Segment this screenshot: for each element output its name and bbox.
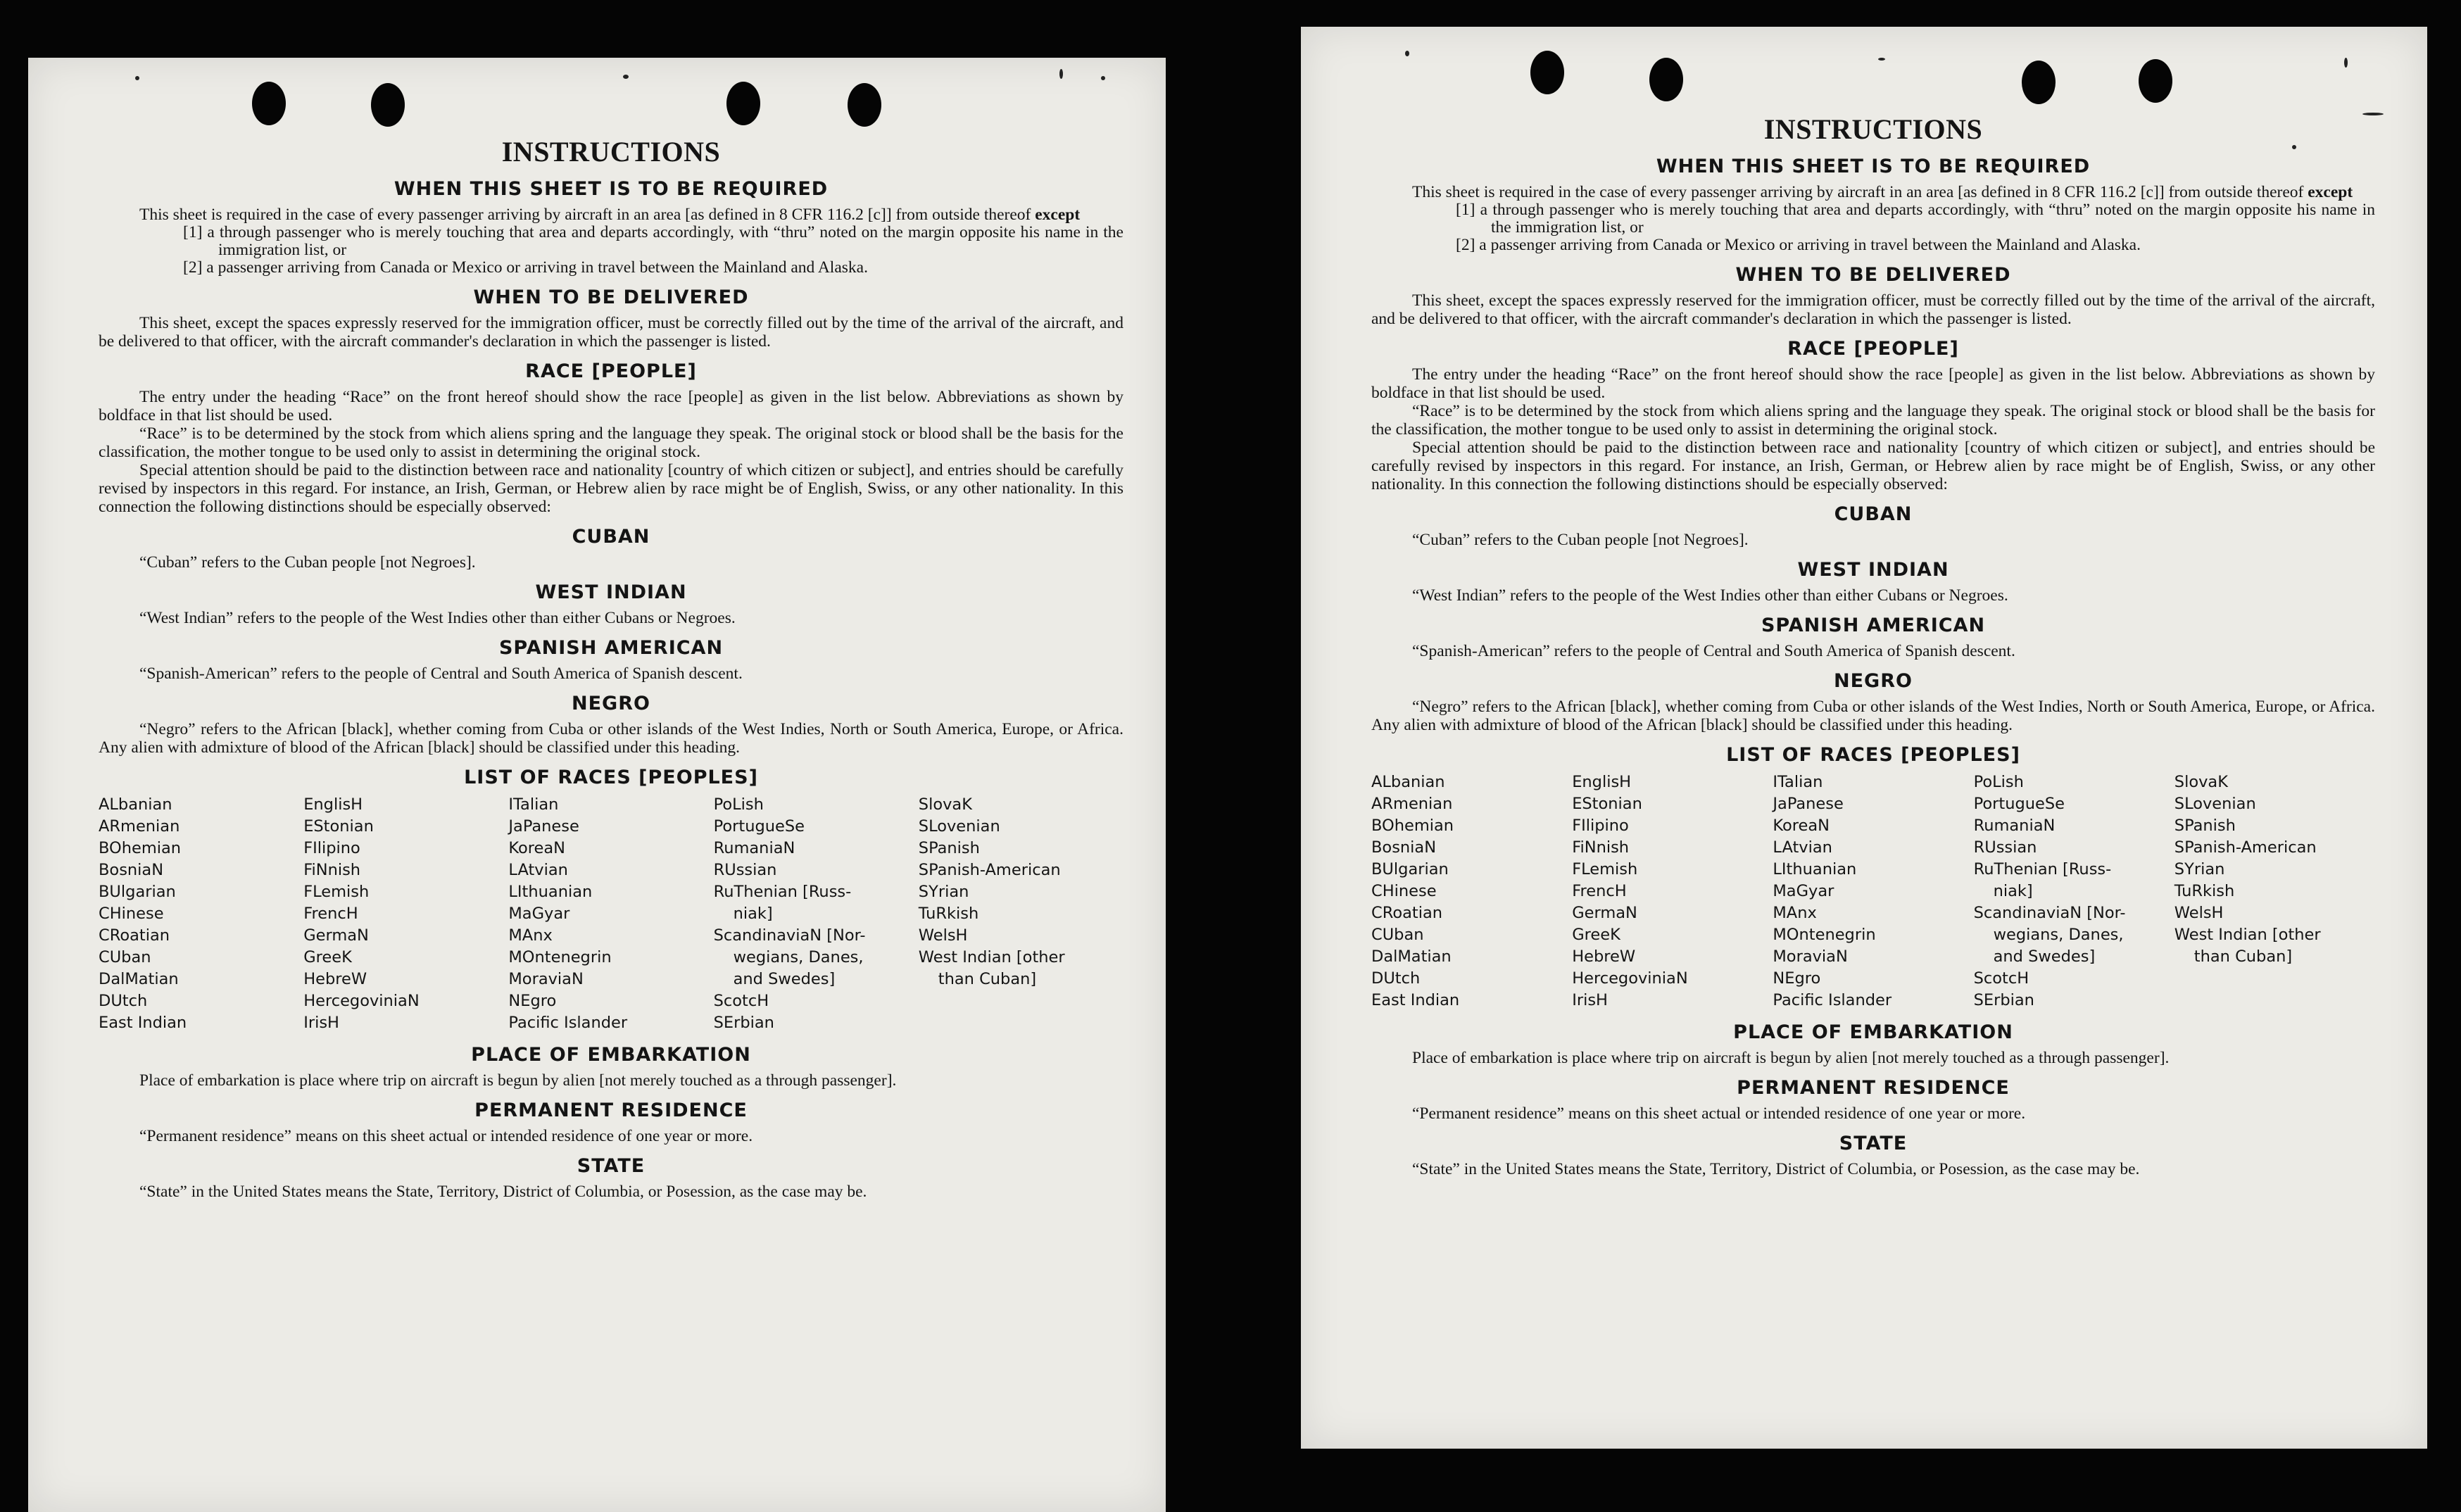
race-item: EStonian: [1572, 795, 1642, 813]
race-item: MOntenegrin: [1773, 926, 1876, 944]
race-item: CHinese: [1371, 882, 1437, 900]
race-list: [1371, 771, 2375, 1012]
race-item: Pacific Islander: [1773, 991, 1892, 1009]
race-item: KoreaN: [1773, 817, 1830, 835]
section-heading: PERMANENT RESIDENCE: [1737, 1077, 2010, 1099]
race-item: RuThenian [Russ-: [713, 883, 852, 901]
race-item: niak]: [1993, 882, 2033, 900]
document-page-right: [1301, 27, 2427, 1449]
race-item: RumaniaN: [713, 839, 795, 857]
race-item: MAnx: [508, 926, 553, 945]
race-item: IrisH: [303, 1014, 339, 1032]
section-heading: LIST OF RACES [PEOPLES]: [464, 767, 758, 788]
race-item: West Indian [other: [2174, 926, 2321, 944]
race-item: FIlipino: [1572, 817, 1629, 835]
race-item: BosniaN: [99, 861, 164, 879]
paragraph: “State” in the United States means the State, Territory, District of Columbia, or Posession, as the case may be.: [139, 1183, 867, 1201]
race-item: TuRkish: [2174, 882, 2235, 900]
race-column: [1773, 771, 1973, 1012]
punch-hole: [1530, 51, 1564, 94]
speck: [1059, 69, 1063, 79]
race-item: GermaN: [1572, 904, 1637, 922]
race-item: DalMatian: [1371, 947, 1452, 966]
race-item: CUban: [99, 948, 151, 966]
race-column: [919, 794, 1124, 1034]
race-item: and Swedes]: [733, 970, 836, 988]
punch-hole: [1649, 58, 1683, 101]
race-column: [714, 794, 919, 1034]
race-item: MoraviaN: [1773, 947, 1848, 966]
race-item: SPanish-American: [918, 861, 1061, 879]
race-item: FiNnish: [303, 861, 361, 879]
section-heading: WHEN TO BE DELIVERED: [473, 286, 749, 308]
speck: [1101, 76, 1105, 80]
race-item: West Indian [other: [918, 948, 1065, 966]
race-item: HebreW: [303, 970, 367, 988]
punch-hole: [2139, 59, 2172, 103]
race-item: SErbian: [713, 1014, 774, 1032]
race-item: wegians, Danes,: [733, 948, 864, 966]
race-item: ARmenian: [99, 817, 180, 836]
speck: [623, 75, 629, 79]
paragraph: Place of embarkation is place where trip on aircraft is begun by alien [not merely touched as a through passenger].: [139, 1071, 897, 1090]
punch-hole: [2022, 61, 2056, 104]
race-item: than Cuban]: [2194, 947, 2293, 966]
race-item: SLovenian: [2174, 795, 2256, 813]
race-item: RUssian: [713, 861, 777, 879]
race-item: CRoatian: [1371, 904, 1443, 922]
section-heading: LIST OF RACES [PEOPLES]: [1726, 744, 2020, 766]
speck: [2344, 58, 2348, 68]
race-item: EStonian: [303, 817, 374, 836]
race-column: [508, 794, 713, 1034]
race-item: SLovenian: [918, 817, 1000, 836]
race-item: RuThenian [Russ-: [1973, 860, 2112, 878]
race-item: RUssian: [1973, 838, 2037, 857]
section-heading: SPANISH AMERICAN: [1761, 615, 1986, 636]
race-item: EnglisH: [303, 795, 363, 814]
condition-item: [1] a through passenger who is merely touching that area and departs accordingly, with “thru” noted on the margin opposite his name in the immigration list, or: [183, 223, 1124, 259]
speck: [1405, 51, 1409, 56]
race-item: FrencH: [303, 905, 358, 923]
race-item: NEgro: [1773, 969, 1821, 988]
race-item: BOhemian: [1371, 817, 1454, 835]
race-item: GreeK: [1572, 926, 1620, 944]
race-item: FLemish: [303, 883, 370, 901]
race-item: TuRkish: [918, 905, 979, 923]
race-item: MAnx: [1773, 904, 1817, 922]
document-title: INSTRUCTIONS: [1763, 113, 1983, 145]
paragraph: Special attention should be paid to the distinction between race and nationality [country of which citizen or subject], and entries should be carefully revised by inspectors in this regard. For instance, an Irish, German, or Hebrew alien by race might be of English, Swiss, or any other nationality. In this connection the following distinctions should be especially observed:: [99, 461, 1124, 516]
race-item: LIthuanian: [1773, 860, 1857, 878]
race-item: IrisH: [1572, 991, 1608, 1009]
race-item: DUtch: [1371, 969, 1421, 988]
race-item: niak]: [733, 905, 773, 923]
condition-item: [1] a through passenger who is merely touching that area and departs accordingly, with “thru” noted on the margin opposite his name in the immigration list, or: [1456, 201, 2375, 237]
paragraph: Special attention should be paid to the distinction between race and nationality [country of which citizen or subject], and entries should be carefully revised by inspectors in this regard. For instance, an Irish, German, or Hebrew alien by race might be of English, Swiss, or any other nationality. In this connection the following distinctions should be especially observed:: [1371, 439, 2375, 493]
race-item: East Indian: [99, 1014, 187, 1032]
section-heading: STATE: [577, 1155, 646, 1177]
paragraph: “West Indian” refers to the people of the West Indies other than either Cubans or Negroes.: [139, 609, 736, 627]
paragraph: “Negro” refers to the African [black], whether coming from Cuba or other islands of the West Indies, North or South America, Europe, or Africa. Any alien with admixture of blood of the African [black] should be classified under this heading.: [99, 720, 1124, 757]
section-heading: WEST INDIAN: [1797, 559, 1949, 581]
race-item: BOhemian: [99, 839, 182, 857]
section-heading: PLACE OF EMBARKATION: [1733, 1021, 2013, 1043]
race-item: CHinese: [99, 905, 164, 923]
race-item: CUban: [1371, 926, 1424, 944]
paragraph: The entry under the heading “Race” on the front hereof should show the race [people] as given in the list below. Abbreviations as shown by boldface in that list should be used.: [1371, 365, 2375, 402]
paragraph: This sheet, except the spaces expressly reserved for the immigration officer, must be correctly filled out by the time of the arrival of the aircraft, and be delivered to that officer, with the aircraft commander's declaration in which the passenger is listed.: [99, 314, 1124, 351]
punch-hole: [371, 83, 405, 127]
race-item: SlovaK: [2174, 773, 2228, 791]
race-item: PoLish: [713, 795, 764, 814]
paragraph: “Permanent residence” means on this sheet actual or intended residence of one year or more.: [1412, 1104, 2026, 1123]
section-heading: RACE [PEOPLE]: [1787, 338, 1959, 360]
condition-item: [2] a passenger arriving from Canada or Mexico or arriving in travel between the Mainland and Alaska.: [183, 258, 868, 277]
paragraph: This sheet is required in the case of every passenger arriving by aircraft in an area [as defined in 8 CFR 116.2 [c]] from outside thereof except: [1412, 183, 2353, 201]
race-item: LAtvian: [1773, 838, 1832, 857]
race-item: than Cuban]: [938, 970, 1037, 988]
paragraph: The entry under the heading “Race” on the front hereof should show the race [people] as given in the list below. Abbreviations as shown by boldface in that list should be used.: [99, 388, 1124, 424]
race-item: wegians, Danes,: [1993, 926, 2124, 944]
race-item: DalMatian: [99, 970, 179, 988]
race-item: SErbian: [1973, 991, 2034, 1009]
race-item: JaPanese: [1773, 795, 1844, 813]
race-item: LAtvian: [508, 861, 568, 879]
paragraph: “State” in the United States means the State, Territory, District of Columbia, or Posession, as the case may be.: [1412, 1160, 2140, 1178]
race-item: FrencH: [1572, 882, 1627, 900]
paragraph: This sheet, except the spaces expressly reserved for the immigration officer, must be correctly filled out by the time of the arrival of the aircraft, and be delivered to that officer, with the aircraft commander's declaration in which the passenger is listed.: [1371, 291, 2375, 328]
section-heading: WHEN TO BE DELIVERED: [1735, 264, 2011, 286]
race-item: ITalian: [508, 795, 559, 814]
race-item: PoLish: [1973, 773, 2024, 791]
paragraph: “Cuban” refers to the Cuban people [not Negroes].: [139, 553, 476, 572]
race-item: ScandinaviaN [Nor-: [713, 926, 866, 945]
race-item: NEgro: [508, 992, 557, 1010]
paragraph: “West Indian” refers to the people of the West Indies other than either Cubans or Negroes.: [1412, 586, 2008, 605]
paragraph: “Spanish-American” refers to the people of Central and South America of Spanish descent.: [1412, 642, 2015, 660]
race-item: PortugueSe: [1973, 795, 2065, 813]
race-column: [303, 794, 508, 1034]
race-item: BUlgarian: [99, 883, 176, 901]
race-item: ScotcH: [1973, 969, 2029, 988]
race-item: LIthuanian: [508, 883, 593, 901]
race-column: [1974, 771, 2174, 1012]
paragraph: “Race” is to be determined by the stock from which aliens spring and the language they speak. The original stock or blood shall be the basis for the classification, the mother tongue to be used only to assist in determining the original stock.: [99, 424, 1124, 461]
speck: [135, 76, 139, 80]
section-heading: WEST INDIAN: [535, 581, 687, 603]
race-item: and Swedes]: [1993, 947, 2096, 966]
section-heading: CUBAN: [572, 526, 650, 548]
race-item: BosniaN: [1371, 838, 1437, 857]
paragraph: “Cuban” refers to the Cuban people [not Negroes].: [1412, 531, 1749, 549]
race-column: [1572, 771, 1773, 1012]
document-title: INSTRUCTIONS: [501, 136, 721, 168]
race-item: WelsH: [918, 926, 968, 945]
race-item: SYrian: [918, 883, 969, 901]
race-item: Pacific Islander: [508, 1014, 628, 1032]
instructions-text: [99, 135, 1124, 1201]
race-item: ALbanian: [99, 795, 172, 814]
race-item: FiNnish: [1572, 838, 1630, 857]
race-item: SYrian: [2174, 860, 2225, 878]
race-item: ScotcH: [713, 992, 769, 1010]
section-heading: RACE [PEOPLE]: [525, 360, 697, 382]
race-item: MaGyar: [508, 905, 570, 923]
race-item: DUtch: [99, 992, 148, 1010]
race-column: [99, 794, 303, 1034]
race-item: HebreW: [1572, 947, 1636, 966]
race-item: KoreaN: [508, 839, 566, 857]
race-item: FIlipino: [303, 839, 360, 857]
condition-item: [2] a passenger arriving from Canada or Mexico or arriving in travel between the Mainland and Alaska.: [1456, 236, 2141, 254]
race-item: HercegoviniaN: [303, 992, 420, 1010]
punch-hole: [848, 83, 881, 127]
document-page-left: [28, 58, 1166, 1512]
race-item: FLemish: [1572, 860, 1638, 878]
paragraph: Place of embarkation is place where trip on aircraft is begun by alien [not merely touched as a through passenger].: [1412, 1049, 2170, 1067]
section-heading: STATE: [1839, 1133, 1908, 1154]
race-item: PortugueSe: [713, 817, 805, 836]
race-item: SlovaK: [918, 795, 972, 814]
race-item: ALbanian: [1371, 773, 1445, 791]
race-item: ARmenian: [1371, 795, 1453, 813]
section-heading: CUBAN: [1834, 503, 1913, 525]
punch-hole: [252, 82, 286, 125]
race-item: GermaN: [303, 926, 369, 945]
race-item: SPanish: [2174, 817, 2236, 835]
race-item: SPanish-American: [2174, 838, 2317, 857]
race-item: WelsH: [2174, 904, 2224, 922]
paragraph: This sheet is required in the case of every passenger arriving by aircraft in an area [as defined in 8 CFR 116.2 [c]] from outside thereof except: [139, 206, 1081, 224]
section-heading: PLACE OF EMBARKATION: [471, 1044, 751, 1066]
section-heading: PERMANENT RESIDENCE: [474, 1100, 748, 1121]
race-list: [99, 794, 1124, 1034]
paragraph: “Race” is to be determined by the stock from which aliens spring and the language they speak. The original stock or blood shall be the basis for the classification, the mother tongue to be used only to assist in determining the original stock.: [1371, 402, 2375, 439]
race-item: East Indian: [1371, 991, 1460, 1009]
race-item: MOntenegrin: [508, 948, 612, 966]
race-item: ScandinaviaN [Nor-: [1973, 904, 2126, 922]
section-heading: WHEN THIS SHEET IS TO BE REQUIRED: [1656, 156, 2091, 177]
race-item: SPanish: [918, 839, 980, 857]
section-heading: SPANISH AMERICAN: [498, 637, 724, 659]
race-item: HercegoviniaN: [1572, 969, 1688, 988]
race-item: BUlgarian: [1371, 860, 1449, 878]
race-item: CRoatian: [99, 926, 170, 945]
section-heading: WHEN THIS SHEET IS TO BE REQUIRED: [394, 178, 829, 200]
race-column: [1371, 771, 1572, 1012]
speck: [1878, 58, 1885, 61]
paragraph: “Negro” refers to the African [black], whether coming from Cuba or other islands of the West Indies, North or South America, Europe, or Africa. Any alien with admixture of blood of the African [black] should be classified under this heading.: [1371, 698, 2375, 734]
paragraph: “Spanish-American” refers to the people of Central and South America of Spanish descent.: [139, 664, 743, 683]
race-item: MaGyar: [1773, 882, 1834, 900]
race-column: [2174, 771, 2375, 1012]
race-item: ITalian: [1773, 773, 1823, 791]
race-item: RumaniaN: [1973, 817, 2056, 835]
punch-hole: [726, 82, 760, 125]
section-heading: NEGRO: [572, 693, 650, 714]
paragraph: “Permanent residence” means on this sheet actual or intended residence of one year or more.: [139, 1127, 753, 1145]
race-item: EnglisH: [1572, 773, 1632, 791]
race-item: MoraviaN: [508, 970, 584, 988]
race-item: JaPanese: [508, 817, 579, 836]
section-heading: NEGRO: [1834, 670, 1913, 692]
instructions-text: [1371, 113, 2375, 1178]
race-item: GreeK: [303, 948, 352, 966]
